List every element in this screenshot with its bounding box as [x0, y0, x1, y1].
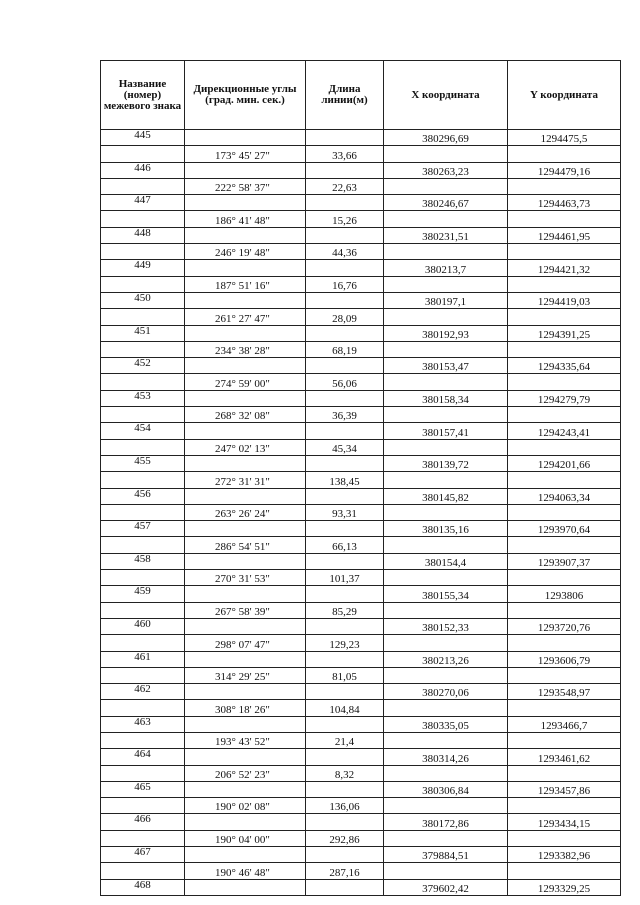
x-coordinate-cell: 380246,67 — [384, 195, 508, 211]
empty-cell — [306, 423, 384, 439]
empty-cell — [384, 863, 508, 879]
table-row — [101, 537, 621, 553]
table-row — [101, 390, 621, 406]
empty-cell — [384, 570, 508, 586]
table-row — [101, 309, 621, 325]
direction-angle-cell: 308° 18' 26" — [185, 700, 306, 716]
empty-cell — [101, 830, 185, 846]
line-length-cell: 85,29 — [306, 602, 384, 618]
empty-cell — [306, 879, 384, 895]
point-name-cell: 460 — [101, 618, 185, 634]
y-coordinate-cell: 1294461,95 — [508, 227, 621, 243]
empty-cell — [508, 635, 621, 651]
line-length-cell: 56,06 — [306, 374, 384, 390]
boundary-points-table — [100, 60, 621, 896]
point-name-cell: 465 — [101, 781, 185, 797]
empty-cell — [185, 488, 306, 504]
direction-angle-cell: 206° 52' 23" — [185, 765, 306, 781]
table-row — [101, 798, 621, 814]
y-coordinate-cell: 1293466,7 — [508, 716, 621, 732]
empty-cell — [306, 325, 384, 341]
x-coordinate-cell: 380139,72 — [384, 455, 508, 471]
empty-cell — [384, 244, 508, 260]
table-row — [101, 488, 621, 504]
table-row — [101, 227, 621, 243]
empty-cell — [306, 260, 384, 276]
empty-cell — [384, 472, 508, 488]
table-row — [101, 276, 621, 292]
point-name-cell: 457 — [101, 521, 185, 537]
direction-angle-cell: 186° 41' 48" — [185, 211, 306, 227]
x-coordinate-cell: 380335,05 — [384, 716, 508, 732]
direction-angle-cell: 190° 02' 08" — [185, 798, 306, 814]
y-coordinate-cell: 1294391,25 — [508, 325, 621, 341]
table-row — [101, 439, 621, 455]
empty-cell — [306, 716, 384, 732]
direction-angle-cell: 267° 58' 39" — [185, 602, 306, 618]
table-row — [101, 651, 621, 667]
boundary-points-table-sheet — [100, 60, 620, 896]
empty-cell — [508, 765, 621, 781]
line-length-cell: 21,4 — [306, 732, 384, 748]
y-coordinate-cell: 1293907,37 — [508, 553, 621, 569]
line-length-cell: 138,45 — [306, 472, 384, 488]
empty-cell — [384, 178, 508, 194]
empty-cell — [185, 455, 306, 471]
empty-cell — [508, 667, 621, 683]
empty-cell — [384, 635, 508, 651]
y-coordinate-cell: 1293606,79 — [508, 651, 621, 667]
x-coordinate-cell: 380231,51 — [384, 227, 508, 243]
empty-cell — [185, 130, 306, 146]
point-name-cell: 464 — [101, 749, 185, 765]
header-length: Длина линии(м) — [306, 61, 384, 130]
empty-cell — [306, 390, 384, 406]
direction-angle-cell: 261° 27' 47" — [185, 309, 306, 325]
table-row — [101, 765, 621, 781]
empty-cell — [384, 407, 508, 423]
empty-cell — [185, 553, 306, 569]
direction-angle-cell: 268° 32' 08" — [185, 407, 306, 423]
empty-cell — [101, 472, 185, 488]
line-length-cell: 129,23 — [306, 635, 384, 651]
empty-cell — [185, 521, 306, 537]
empty-cell — [306, 227, 384, 243]
empty-cell — [306, 651, 384, 667]
y-coordinate-cell: 1294419,03 — [508, 292, 621, 308]
table-row — [101, 195, 621, 211]
y-coordinate-cell: 1293329,25 — [508, 879, 621, 895]
empty-cell — [384, 309, 508, 325]
empty-cell — [384, 537, 508, 553]
empty-cell — [101, 178, 185, 194]
point-name-cell: 468 — [101, 879, 185, 895]
point-name-cell: 455 — [101, 455, 185, 471]
empty-cell — [306, 749, 384, 765]
empty-cell — [306, 292, 384, 308]
empty-cell — [384, 602, 508, 618]
line-length-cell: 22,63 — [306, 178, 384, 194]
table-row — [101, 602, 621, 618]
table-row — [101, 553, 621, 569]
x-coordinate-cell: 380314,26 — [384, 749, 508, 765]
empty-cell — [101, 276, 185, 292]
point-name-cell: 461 — [101, 651, 185, 667]
empty-cell — [508, 570, 621, 586]
y-coordinate-cell: 1294201,66 — [508, 455, 621, 471]
empty-cell — [306, 847, 384, 863]
table-row — [101, 178, 621, 194]
x-coordinate-cell: 380153,47 — [384, 358, 508, 374]
x-coordinate-cell: 380213,7 — [384, 260, 508, 276]
empty-cell — [508, 244, 621, 260]
empty-cell — [508, 504, 621, 520]
empty-cell — [101, 732, 185, 748]
empty-cell — [384, 146, 508, 162]
table-row — [101, 830, 621, 846]
point-name-cell: 452 — [101, 358, 185, 374]
line-length-cell: 44,36 — [306, 244, 384, 260]
empty-cell — [306, 488, 384, 504]
table-row — [101, 146, 621, 162]
empty-cell — [384, 765, 508, 781]
empty-cell — [306, 130, 384, 146]
x-coordinate-cell: 380197,1 — [384, 292, 508, 308]
direction-angle-cell: 314° 29' 25" — [185, 667, 306, 683]
empty-cell — [508, 602, 621, 618]
point-name-cell: 451 — [101, 325, 185, 341]
empty-cell — [306, 586, 384, 602]
line-length-cell: 292,86 — [306, 830, 384, 846]
y-coordinate-cell: 1293548,97 — [508, 684, 621, 700]
empty-cell — [101, 863, 185, 879]
table-row — [101, 781, 621, 797]
empty-cell — [384, 439, 508, 455]
empty-cell — [185, 651, 306, 667]
empty-cell — [384, 374, 508, 390]
table-row — [101, 423, 621, 439]
y-coordinate-cell: 1294463,73 — [508, 195, 621, 211]
empty-cell — [185, 260, 306, 276]
table-row — [101, 374, 621, 390]
x-coordinate-cell: 380155,34 — [384, 586, 508, 602]
empty-cell — [185, 814, 306, 830]
empty-cell — [185, 292, 306, 308]
empty-cell — [384, 276, 508, 292]
empty-cell — [101, 570, 185, 586]
table-row — [101, 879, 621, 895]
x-coordinate-cell: 380306,84 — [384, 781, 508, 797]
direction-angle-cell: 247° 02' 13" — [185, 439, 306, 455]
empty-cell — [508, 374, 621, 390]
empty-cell — [185, 227, 306, 243]
empty-cell — [306, 684, 384, 700]
y-coordinate-cell: 1293457,86 — [508, 781, 621, 797]
table-row — [101, 455, 621, 471]
point-name-cell: 463 — [101, 716, 185, 732]
table-row — [101, 162, 621, 178]
point-name-cell: 462 — [101, 684, 185, 700]
y-coordinate-cell: 1294243,41 — [508, 423, 621, 439]
x-coordinate-cell: 380145,82 — [384, 488, 508, 504]
empty-cell — [384, 732, 508, 748]
empty-cell — [101, 537, 185, 553]
x-coordinate-cell: 380157,41 — [384, 423, 508, 439]
y-coordinate-cell: 1293382,96 — [508, 847, 621, 863]
line-length-cell: 104,84 — [306, 700, 384, 716]
table-row — [101, 325, 621, 341]
empty-cell — [185, 618, 306, 634]
point-name-cell: 466 — [101, 814, 185, 830]
empty-cell — [101, 439, 185, 455]
empty-cell — [306, 814, 384, 830]
y-coordinate-cell: 1294479,16 — [508, 162, 621, 178]
y-coordinate-cell: 1293461,62 — [508, 749, 621, 765]
direction-angle-cell: 246° 19' 48" — [185, 244, 306, 260]
empty-cell — [101, 407, 185, 423]
empty-cell — [306, 618, 384, 634]
x-coordinate-cell: 379884,51 — [384, 847, 508, 863]
table-row — [101, 814, 621, 830]
point-name-cell: 449 — [101, 260, 185, 276]
table-row — [101, 847, 621, 863]
direction-angle-cell: 190° 46' 48" — [185, 863, 306, 879]
y-coordinate-cell: 1293720,76 — [508, 618, 621, 634]
line-length-cell: 287,16 — [306, 863, 384, 879]
table-row — [101, 472, 621, 488]
empty-cell — [185, 325, 306, 341]
line-length-cell: 136,06 — [306, 798, 384, 814]
point-name-cell: 467 — [101, 847, 185, 863]
empty-cell — [185, 781, 306, 797]
empty-cell — [508, 798, 621, 814]
empty-cell — [384, 211, 508, 227]
empty-cell — [384, 341, 508, 357]
y-coordinate-cell: 1293970,64 — [508, 521, 621, 537]
empty-cell — [101, 374, 185, 390]
y-coordinate-cell: 1294421,32 — [508, 260, 621, 276]
direction-angle-cell: 286° 54' 51" — [185, 537, 306, 553]
empty-cell — [101, 504, 185, 520]
table-row — [101, 863, 621, 879]
x-coordinate-cell: 379602,42 — [384, 879, 508, 895]
header-angle: Дирекционные углы (град. мин. сек.) — [185, 61, 306, 130]
direction-angle-cell: 274° 59' 00" — [185, 374, 306, 390]
empty-cell — [306, 781, 384, 797]
header-x: X координата — [384, 61, 508, 130]
y-coordinate-cell: 1293806 — [508, 586, 621, 602]
line-length-cell: 8,32 — [306, 765, 384, 781]
empty-cell — [508, 407, 621, 423]
line-length-cell: 45,34 — [306, 439, 384, 455]
empty-cell — [384, 700, 508, 716]
empty-cell — [306, 521, 384, 537]
empty-cell — [185, 716, 306, 732]
header-name: Название (номер) межевого знака — [101, 61, 185, 130]
table-body — [101, 130, 621, 896]
table-row — [101, 684, 621, 700]
direction-angle-cell: 272° 31' 31" — [185, 472, 306, 488]
line-length-cell: 28,09 — [306, 309, 384, 325]
point-name-cell: 445 — [101, 130, 185, 146]
table-row — [101, 700, 621, 716]
empty-cell — [185, 423, 306, 439]
empty-cell — [101, 602, 185, 618]
point-name-cell: 459 — [101, 586, 185, 602]
empty-cell — [185, 847, 306, 863]
x-coordinate-cell: 380263,23 — [384, 162, 508, 178]
direction-angle-cell: 187° 51' 16" — [185, 276, 306, 292]
line-length-cell: 16,76 — [306, 276, 384, 292]
line-length-cell: 36,39 — [306, 407, 384, 423]
empty-cell — [185, 586, 306, 602]
table-row — [101, 586, 621, 602]
table-row — [101, 749, 621, 765]
header-y: Y координата — [508, 61, 621, 130]
x-coordinate-cell: 380213,26 — [384, 651, 508, 667]
x-coordinate-cell: 380158,34 — [384, 390, 508, 406]
table-row — [101, 521, 621, 537]
direction-angle-cell: 173° 45' 27" — [185, 146, 306, 162]
line-length-cell: 93,31 — [306, 504, 384, 520]
point-name-cell: 448 — [101, 227, 185, 243]
empty-cell — [384, 504, 508, 520]
table-row — [101, 260, 621, 276]
y-coordinate-cell: 1294063,34 — [508, 488, 621, 504]
empty-cell — [101, 667, 185, 683]
direction-angle-cell: 222° 58' 37" — [185, 178, 306, 194]
empty-cell — [101, 244, 185, 260]
empty-cell — [508, 146, 621, 162]
empty-cell — [508, 276, 621, 292]
table-row — [101, 407, 621, 423]
x-coordinate-cell: 380152,33 — [384, 618, 508, 634]
empty-cell — [101, 765, 185, 781]
line-length-cell: 15,26 — [306, 211, 384, 227]
line-length-cell: 101,37 — [306, 570, 384, 586]
x-coordinate-cell: 380154,4 — [384, 553, 508, 569]
empty-cell — [101, 341, 185, 357]
empty-cell — [185, 162, 306, 178]
point-name-cell: 453 — [101, 390, 185, 406]
table-header-row — [101, 61, 621, 130]
direction-angle-cell: 190° 04' 00" — [185, 830, 306, 846]
table-row — [101, 732, 621, 748]
table-row — [101, 292, 621, 308]
x-coordinate-cell: 380270,06 — [384, 684, 508, 700]
x-coordinate-cell: 380135,16 — [384, 521, 508, 537]
empty-cell — [306, 455, 384, 471]
empty-cell — [101, 146, 185, 162]
direction-angle-cell: 298° 07' 47" — [185, 635, 306, 651]
point-name-cell: 446 — [101, 162, 185, 178]
line-length-cell: 66,13 — [306, 537, 384, 553]
table-row — [101, 570, 621, 586]
point-name-cell: 456 — [101, 488, 185, 504]
empty-cell — [508, 439, 621, 455]
point-name-cell: 447 — [101, 195, 185, 211]
table-row — [101, 358, 621, 374]
empty-cell — [185, 358, 306, 374]
empty-cell — [101, 309, 185, 325]
table-row — [101, 667, 621, 683]
empty-cell — [508, 732, 621, 748]
point-name-cell: 458 — [101, 553, 185, 569]
y-coordinate-cell: 1294279,79 — [508, 390, 621, 406]
table-row — [101, 130, 621, 146]
y-coordinate-cell: 1293434,15 — [508, 814, 621, 830]
empty-cell — [101, 635, 185, 651]
table-row — [101, 504, 621, 520]
table-row — [101, 341, 621, 357]
table-row — [101, 211, 621, 227]
table-row — [101, 716, 621, 732]
empty-cell — [306, 195, 384, 211]
empty-cell — [306, 358, 384, 374]
empty-cell — [101, 211, 185, 227]
empty-cell — [101, 798, 185, 814]
x-coordinate-cell: 380192,93 — [384, 325, 508, 341]
empty-cell — [185, 749, 306, 765]
line-length-cell: 68,19 — [306, 341, 384, 357]
table-row — [101, 618, 621, 634]
empty-cell — [508, 211, 621, 227]
table-row — [101, 635, 621, 651]
empty-cell — [384, 830, 508, 846]
y-coordinate-cell: 1294335,64 — [508, 358, 621, 374]
line-length-cell: 33,66 — [306, 146, 384, 162]
direction-angle-cell: 193° 43' 52" — [185, 732, 306, 748]
empty-cell — [508, 830, 621, 846]
point-name-cell: 450 — [101, 292, 185, 308]
direction-angle-cell: 263° 26' 24" — [185, 504, 306, 520]
x-coordinate-cell: 380296,69 — [384, 130, 508, 146]
empty-cell — [508, 537, 621, 553]
empty-cell — [508, 178, 621, 194]
empty-cell — [185, 195, 306, 211]
empty-cell — [508, 472, 621, 488]
line-length-cell: 81,05 — [306, 667, 384, 683]
empty-cell — [508, 341, 621, 357]
empty-cell — [508, 309, 621, 325]
empty-cell — [185, 684, 306, 700]
empty-cell — [306, 162, 384, 178]
x-coordinate-cell: 380172,86 — [384, 814, 508, 830]
empty-cell — [508, 700, 621, 716]
empty-cell — [101, 700, 185, 716]
empty-cell — [185, 390, 306, 406]
empty-cell — [306, 553, 384, 569]
y-coordinate-cell: 1294475,5 — [508, 130, 621, 146]
table-row — [101, 244, 621, 260]
empty-cell — [508, 863, 621, 879]
empty-cell — [384, 798, 508, 814]
direction-angle-cell: 234° 38' 28" — [185, 341, 306, 357]
direction-angle-cell: 270° 31' 53" — [185, 570, 306, 586]
point-name-cell: 454 — [101, 423, 185, 439]
empty-cell — [384, 667, 508, 683]
empty-cell — [185, 879, 306, 895]
